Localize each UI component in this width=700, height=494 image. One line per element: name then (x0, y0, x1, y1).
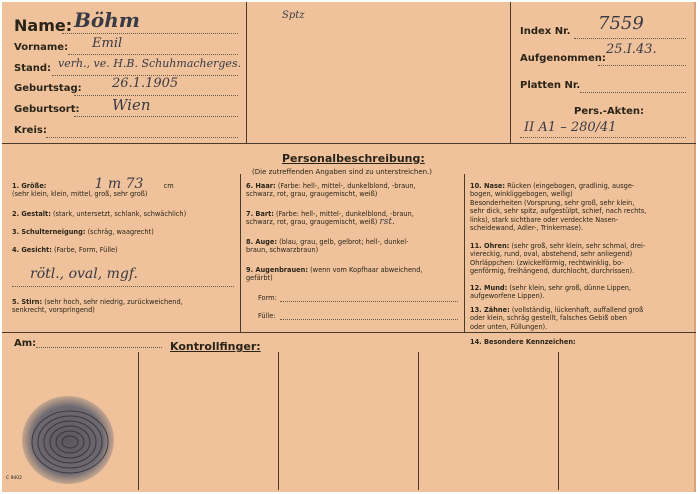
ohren-label: 11. Ohren: (470, 242, 510, 250)
index-line (574, 38, 686, 39)
name-label: Name: (14, 16, 73, 35)
middle-note: Sptz (282, 10, 305, 21)
finger-divider-1 (138, 352, 139, 490)
personal-record-card (2, 2, 696, 492)
zaehne-options-3: oder unten, Füllungen). (470, 322, 548, 331)
ohren-options-2: viereckig, rund, oval, abstehend, sehr anliegend) (470, 250, 633, 259)
augenbrauen-options-2: gefärbt) (246, 274, 273, 283)
zaehne-options-1: (vollständig, lückenhaft, auffallend groß (511, 306, 644, 314)
bottom-divider (2, 332, 696, 333)
aufgenommen-line (598, 65, 686, 66)
stirn-options-1: (sehr hoch, sehr niedrig, zurückweichend, (44, 298, 183, 306)
zaehne-label: 13. Zähne: (470, 306, 510, 314)
akten-value: II A1 – 280/41 (524, 120, 617, 135)
item-groesse (12, 176, 236, 199)
print-code: C 9402 (6, 476, 23, 481)
header-col-divider-2 (510, 2, 511, 143)
gesicht-options: (Farbe, Form, Fülle) (53, 246, 118, 254)
nase-options-4: sehr dick, sehr spitz, aufgestülpt, schief, nach rechts, (470, 207, 647, 216)
augenbrauen-label: 9. Augenbrauen: (246, 266, 308, 274)
stirn-options-2: senkrecht, vorspringend) (12, 306, 95, 315)
stand-value: verh., ve. H.B. Schuhmacherges. (58, 57, 242, 70)
platten-label: Platten Nr. (520, 80, 581, 91)
item-gestalt (12, 210, 236, 218)
finger-divider-2 (278, 352, 279, 490)
kontrollfinger-label: Kontrollfinger: (170, 340, 261, 353)
geburtsort-label: Geburtsort: (14, 104, 80, 115)
stand-label: Stand: (14, 63, 52, 74)
auge-options-2: braun, schwarzbraun) (246, 246, 319, 255)
geburtstag-line (74, 95, 238, 96)
index-value: 7559 (598, 13, 644, 34)
haar-options-1: (Farbe: hell-, mittel-, dunkelblond, -braun, (277, 182, 416, 190)
groesse-label: 1. Größe: (12, 182, 47, 190)
gestalt-label: 2. Gestalt: (12, 210, 51, 218)
item-stirn (12, 298, 236, 315)
auge-label: 8. Auge: (246, 238, 278, 246)
nase-label: 10. Nase: (470, 182, 505, 190)
item-auge (246, 238, 460, 255)
nase-options-6: scheidewand, Adler-, Trinkernase). (470, 224, 584, 233)
desc-col-divider-1 (240, 174, 241, 332)
mund-options-2: aufgeworfene Lippen). (470, 292, 545, 301)
form-label: Form: (258, 294, 277, 302)
bart-label: 7. Bart: (246, 210, 274, 218)
form-line (280, 301, 458, 302)
gestalt-options: (stark, untersetzt, schlank, schwächlich) (52, 210, 187, 218)
schulterneigung-options: (schräg, waagrecht) (87, 228, 154, 236)
vorname-value: Emil (92, 36, 123, 51)
gesicht-line (12, 286, 234, 287)
item-zaehne (470, 306, 692, 331)
fuelle-label: Fülle: (258, 312, 276, 320)
geburtstag-label: Geburtstag: (14, 83, 82, 94)
aufgenommen-label: Aufgenommen: (520, 53, 606, 64)
mund-options-1: (sehr klein, sehr groß, dünne Lippen, (509, 284, 632, 292)
mund-label: 12. Mund: (470, 284, 508, 292)
bart-value: rst. (379, 217, 395, 228)
bart-options-2: schwarz, rot, grau, graugemischt, weiß) (246, 218, 378, 227)
fingerprint (20, 390, 116, 486)
zaehne-options-2: oder klein, schräg gestellt, falsches Gebiß oben (470, 314, 627, 323)
kennzeichen-label: 14. Besondere Kennzeichen: (470, 338, 576, 346)
ohren-options-3: Ohrläppchen: (zwickelförmig, rechtwinklig, bo- (470, 258, 624, 267)
aufgenommen-value: 25.I.43. (606, 42, 657, 57)
name-line (62, 33, 238, 34)
item-nase (470, 182, 692, 232)
item-kennzeichen (470, 338, 692, 346)
haar-options-2: schwarz, rot, grau, graugemischt, weiß) (246, 190, 378, 199)
nase-options-1: Rücken (eingebogen, gradlinig, ausge- (507, 182, 635, 190)
vorname-label: Vorname: (14, 42, 69, 53)
header-divider (2, 143, 696, 144)
bart-options-1: (Farbe: hell-, mittel-, dunkelblond, -braun, (276, 210, 414, 218)
item-bart (246, 210, 460, 227)
name-value: Böhm (74, 8, 140, 32)
groesse-unit: cm (163, 182, 174, 190)
akten-label: Pers.-Akten: (574, 106, 645, 117)
geburtsort-value: Wien (112, 96, 151, 114)
augenbrauen-options-1: (wenn vom Kopfhaar abweichend, (310, 266, 423, 274)
item-ohren (470, 242, 692, 276)
ohren-options-1: (sehr groß, sehr klein, sehr schmal, drei- (511, 242, 646, 250)
finger-divider-4 (558, 352, 559, 490)
item-schulterneigung (12, 228, 236, 236)
geburtsort-line (74, 116, 238, 117)
groesse-options: (sehr klein, klein, mittel, groß, sehr groß) (12, 190, 148, 199)
item-augenbrauen (246, 266, 460, 283)
item-haar (246, 182, 460, 199)
fuelle-line (280, 319, 458, 320)
am-label: Am: (14, 338, 37, 349)
platten-line (580, 92, 686, 93)
kreis-line (46, 137, 238, 138)
item-mund (470, 284, 692, 301)
header-col-divider-1 (246, 2, 247, 143)
personal-description-title: Personalbeschreibung: (282, 152, 425, 165)
desc-col-divider-2 (464, 174, 465, 332)
akten-line (520, 137, 686, 138)
geburtstag-value: 26.1.1905 (112, 76, 179, 91)
index-label: Index Nr. (520, 26, 571, 37)
nase-options-3: Besonderheiten (Vorsprung, sehr groß, sehr klein, (470, 198, 635, 207)
vorname-line (68, 54, 238, 55)
gesicht-value: rötl., oval, mgf. (30, 266, 139, 282)
personal-description-subtitle: (Die zutreffenden Angaben sind zu unterstreichen.) (252, 168, 433, 176)
item-gesicht (12, 246, 236, 254)
ohren-options-4: genförmig, freihängend, durchlocht, durchrissen). (470, 267, 635, 276)
nase-options-5: links), stark sichtbare oder verdeckte Nasen- (470, 215, 619, 224)
finger-divider-3 (418, 352, 419, 490)
kreis-label: Kreis: (14, 125, 47, 136)
groesse-value: 1 m 73 (94, 176, 144, 192)
am-line (36, 347, 162, 348)
nase-options-2: bogen, winkliggebogen, wellig) (470, 190, 573, 199)
gesicht-label: 4. Gesicht: (12, 246, 52, 254)
haar-label: 6. Haar: (246, 182, 276, 190)
schulterneigung-label: 3. Schulterneigung: (12, 228, 86, 236)
stirn-label: 5. Stirn: (12, 298, 43, 306)
auge-options-1: (blau, grau, gelb, gelbrot; hell-, dunkel- (279, 238, 409, 246)
